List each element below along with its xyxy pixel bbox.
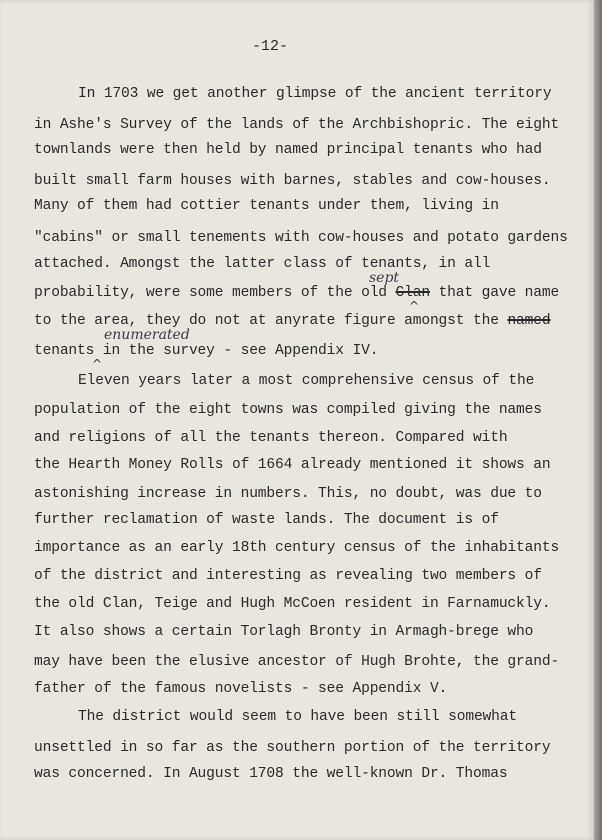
text-segment: to the area, they do not at anyrate figure amongst the — [34, 313, 508, 329]
text-line: astonishing increase in numbers. This, no doubt, was due to — [34, 486, 542, 502]
struck-word: named — [507, 313, 551, 329]
text-line: The district would seem to have been still somewhat — [78, 709, 517, 725]
insertion-caret: ^ — [92, 357, 103, 371]
text-line: in Ashe's Survey of the lands of the Archbishopric. The eight — [34, 117, 560, 133]
text-line: In 1703 we get another glimpse of the ancient territory — [78, 86, 552, 102]
handwritten-insertion-sept: sept — [369, 270, 400, 286]
insertion-caret: ^ — [409, 299, 420, 313]
text-line: attached. Amongst the latter class of tenants, in all — [34, 256, 491, 272]
text-line: It also shows a certain Torlagh Bronty in Armagh-brege who — [34, 624, 534, 640]
text-line: the Hearth Money Rolls of 1664 already mentioned it shows an — [34, 457, 551, 473]
text-line: the old Clan, Teige and Hugh McCoen resident in Farnamuckly. — [34, 596, 551, 612]
page-number: -12- — [252, 38, 289, 55]
text-line: and religions of all the tenants thereon. Compared with — [34, 430, 508, 446]
struck-word: Clan — [395, 285, 430, 301]
text-line: "cabins" or small tenements with cow-houses and potato gardens — [34, 230, 568, 246]
text-line: of the district and interesting as revealing two members of — [34, 568, 542, 584]
text-line: may have been the elusive ancestor of Hugh Brohte, the grand- — [34, 654, 560, 670]
text-line: tenants in the survey - see Appendix IV. — [34, 343, 379, 359]
text-line: Many of them had cottier tenants under them, living in — [34, 198, 499, 214]
text-line: townlands were then held by named principal tenants who had — [34, 142, 542, 158]
text-line: built small farm houses with barnes, stables and cow-houses. — [34, 173, 551, 189]
text-line: population of the eight towns was compiled giving the names — [34, 402, 542, 418]
text-line: Eleven years later a most comprehensive census of the — [78, 373, 535, 389]
text-line-with-deletion — [34, 285, 559, 301]
text-line: unsettled in so far as the southern portion of the territory — [34, 740, 551, 756]
text-line: was concerned. In August 1708 the well-known Dr. Thomas — [34, 766, 508, 782]
text-line: father of the famous novelists - see Appendix V. — [34, 681, 448, 697]
text-segment: probability, were some members of the old — [34, 285, 396, 301]
handwritten-insertion-enumerated: enumerated — [104, 327, 190, 343]
text-line: further reclamation of waste lands. The document is of — [34, 512, 499, 528]
text-line: importance as an early 18th century census of the inhabitants — [34, 540, 560, 556]
page-edge-shadow — [594, 0, 602, 840]
text-segment: that gave name — [429, 285, 560, 301]
